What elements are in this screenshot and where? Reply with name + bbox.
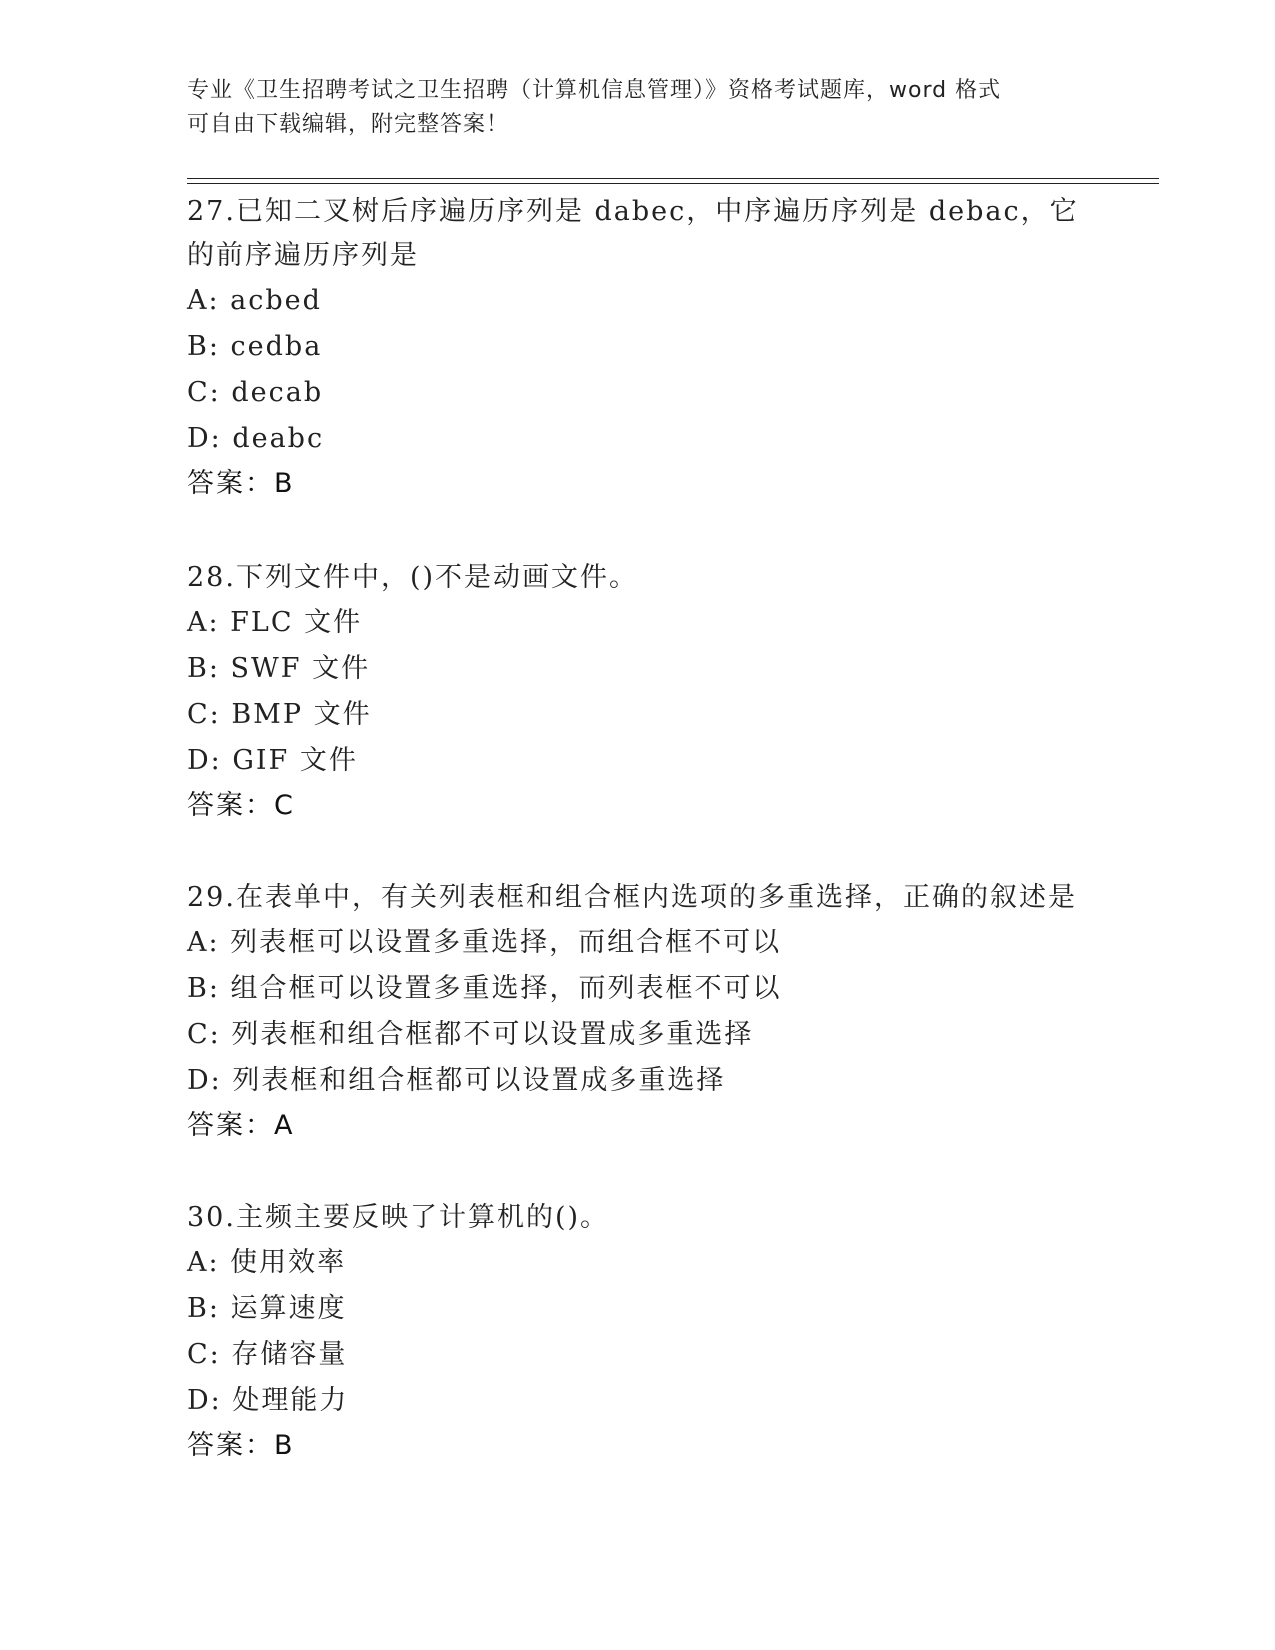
answer: 答案：C — [187, 790, 295, 821]
document-header — [187, 74, 1087, 142]
header-divider-top — [187, 178, 1159, 179]
question-28 — [187, 556, 1087, 828]
option-d: D: 列表框和组合框都可以设置成多重选择 — [187, 1065, 726, 1096]
option-a: A: 列表框可以设置多重选择，而组合框不可以 — [187, 927, 782, 958]
header-divider-bottom — [187, 183, 1159, 184]
question-30 — [187, 1196, 1087, 1468]
question-text: 30.主频主要反映了计算机的()。 — [187, 1202, 610, 1233]
option-b: B: SWF 文件 — [187, 653, 371, 684]
question-27 — [187, 190, 1087, 506]
option-d: D: deabc — [187, 423, 325, 454]
answer: 答案：A — [187, 1110, 295, 1141]
option-b: B: 运算速度 — [187, 1293, 347, 1324]
option-a: A: acbed — [187, 285, 322, 316]
option-c: C: 存储容量 — [187, 1339, 348, 1370]
option-c: C: 列表框和组合框都不可以设置成多重选择 — [187, 1019, 754, 1050]
answer: 答案：B — [187, 1430, 295, 1461]
header-title-line-1: 专业《卫生招聘考试之卫生招聘（计算机信息管理）》资格考试题库，word 格式 — [187, 78, 1002, 103]
header-title-line-2: 可自由下载编辑，附完整答案！ — [187, 112, 510, 137]
option-d: D: GIF 文件 — [187, 745, 358, 776]
option-b: B: 组合框可以设置多重选择，而列表框不可以 — [187, 973, 782, 1004]
question-29 — [187, 876, 1087, 1148]
option-c: C: BMP 文件 — [187, 699, 372, 730]
question-text: 27.已知二叉树后序遍历序列是 dabec，中序遍历序列是 debac，它的前序遍历序列是 — [187, 196, 1079, 271]
question-text: 28.下列文件中，()不是动画文件。 — [187, 562, 639, 593]
answer: 答案：B — [187, 468, 295, 499]
option-a: A: 使用效率 — [187, 1247, 347, 1278]
question-text: 29.在表单中，有关列表框和组合框内选项的多重选择，正确的叙述是 — [187, 882, 1077, 913]
option-c: C: decab — [187, 377, 324, 408]
option-b: B: cedba — [187, 331, 323, 362]
option-d: D: 处理能力 — [187, 1385, 349, 1416]
option-a: A: FLC 文件 — [187, 607, 363, 638]
